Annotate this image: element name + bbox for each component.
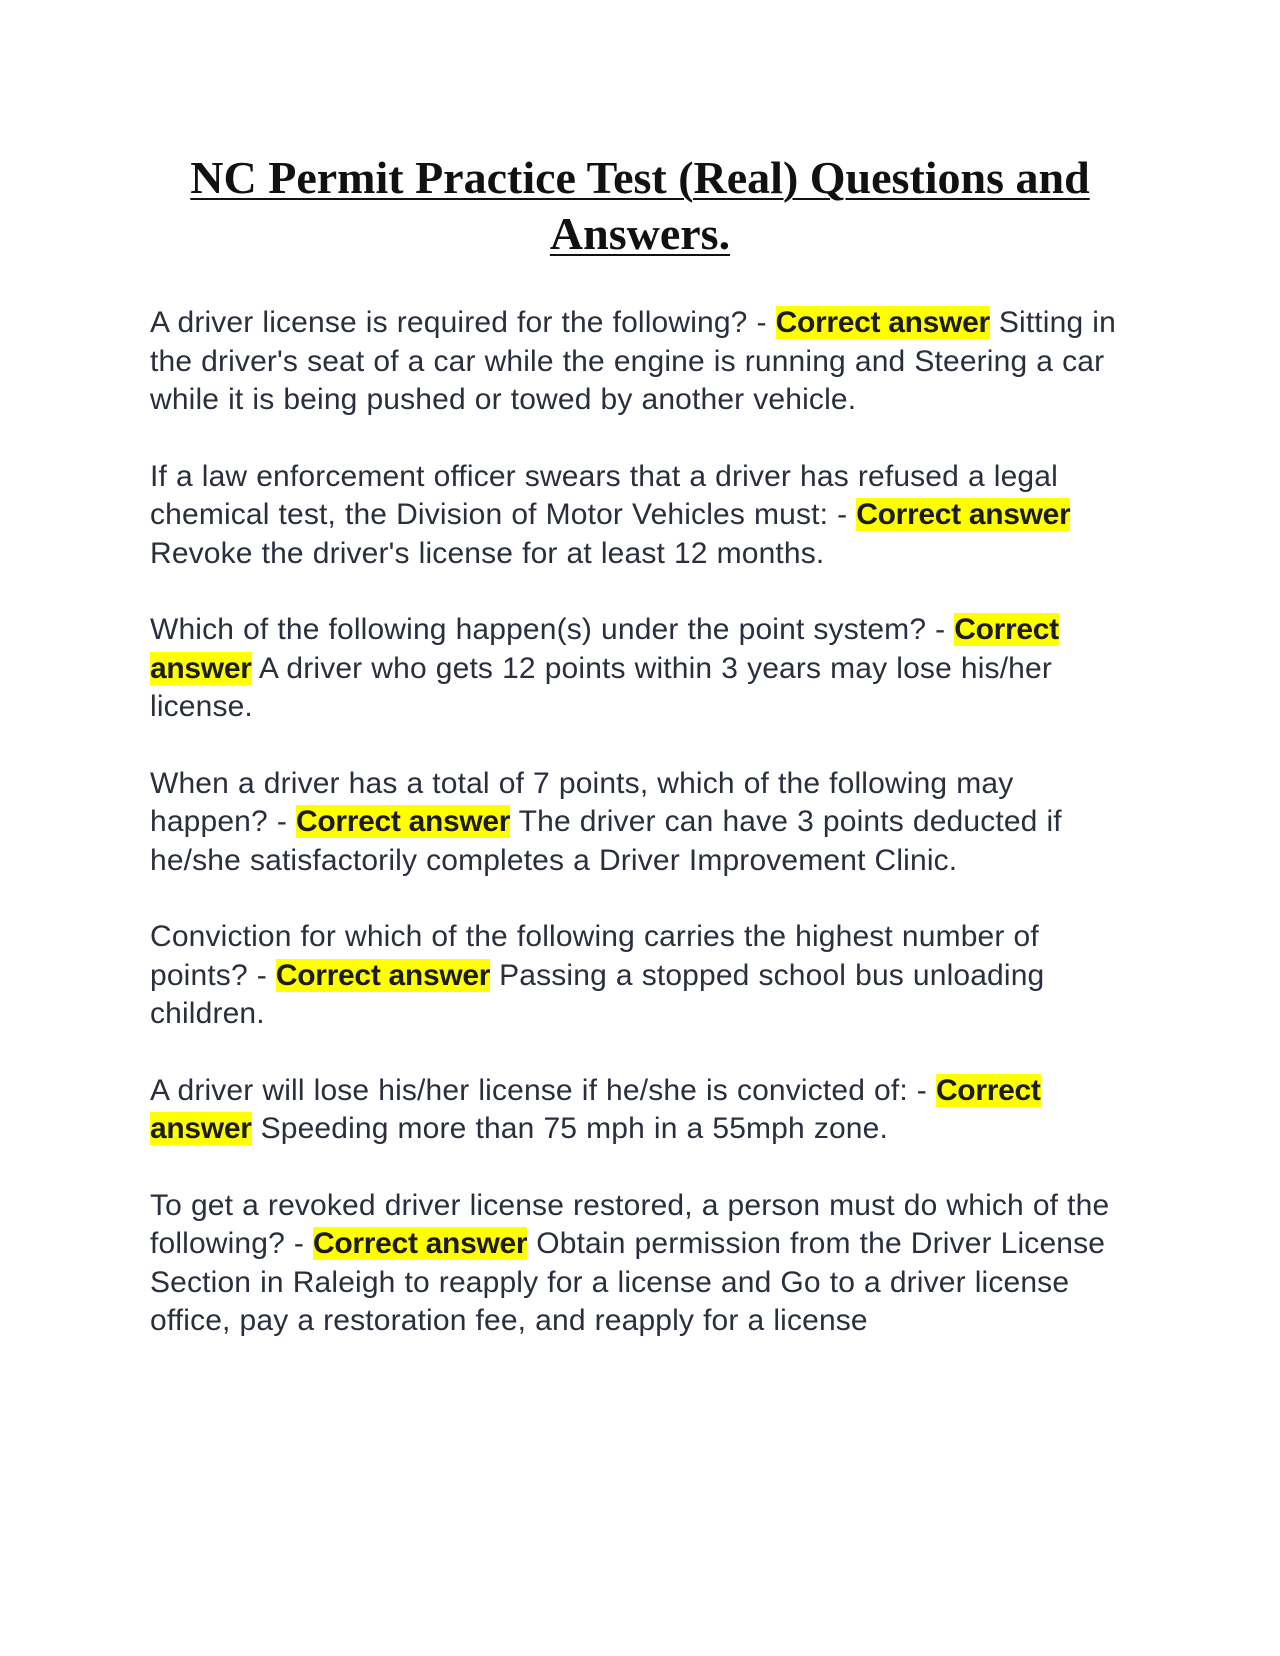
correct-answer-label: Correct answer [856, 498, 1071, 531]
question-text: Which of the following happen(s) under the point system? - [150, 613, 955, 646]
question-text: When a driver has a total of 7 points, which of the following may happen? - [150, 766, 1014, 838]
answer-text: A driver who gets 12 points within 3 years may lose his/her license. [150, 651, 1052, 723]
correct-answer-label: Correct answer [313, 1227, 528, 1260]
qa-item [150, 611, 1130, 727]
qa-item [150, 458, 1130, 574]
question-text: If a law enforcement officer swears that a driver has refused a legal chemical test, the Division of Motor Vehicles must: - [150, 459, 1058, 531]
answer-text: Obtain permission from the Driver License Section in Raleigh to reapply for a license and Go to a driver license office, pay a restoration fee, and reapply for a license [150, 1227, 1106, 1337]
answer-text: Passing a stopped school bus unloading children. [150, 958, 1045, 1030]
qa-item [150, 765, 1130, 881]
correct-answer-label: Correct answer [295, 805, 511, 838]
question-text: To get a revoked driver license restored, a person must do which of the following? - [150, 1188, 1110, 1260]
page-title: NC Permit Practice Test (Real) Questions and Answers. [190, 152, 1090, 259]
question-text: A driver will lose his/her license if he/she is convicted of: - [150, 1073, 936, 1107]
qa-item [150, 304, 1130, 420]
answer-text: Revoke the driver's license for at least 12 months. [150, 536, 825, 570]
correct-answer-label: Correct answer [275, 958, 491, 992]
qa-list [150, 304, 1130, 1379]
answer-text: Sitting in the driver's seat of a car while the engine is running and Steering a car while it is being pushed or towed by another vehicle. [150, 306, 1116, 416]
qa-item [150, 918, 1130, 1034]
correct-answer-label: Correct answer [150, 613, 1059, 685]
correct-answer-label: Correct answer [775, 306, 990, 339]
correct-answer-label: Correct answer [150, 1073, 1041, 1145]
question-text: A driver license is required for the following? - [150, 306, 776, 339]
qa-item [150, 1072, 1130, 1149]
qa-item [150, 1187, 1130, 1341]
answer-text: Speeding more than 75 mph in a 55mph zone. [251, 1112, 888, 1145]
question-text: Conviction for which of the following carries the highest number of points? - [150, 920, 1039, 992]
answer-text: The driver can have 3 points deducted if he/she satisfactorily completes a Driver Improvement Clinic. [150, 805, 1062, 877]
